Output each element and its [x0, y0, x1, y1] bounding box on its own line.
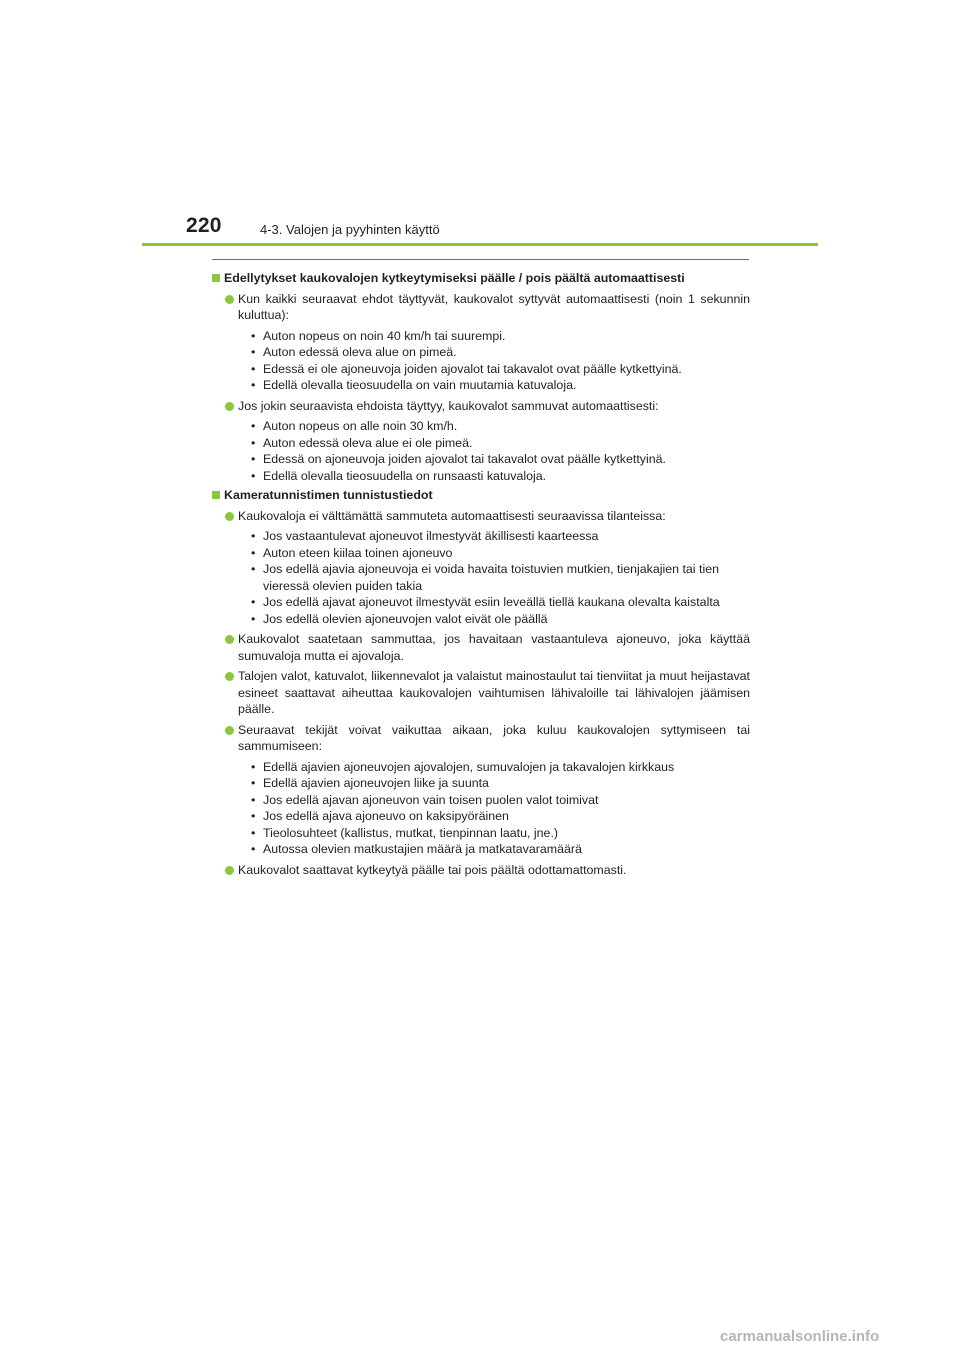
list-item	[251, 759, 750, 776]
header-rule	[142, 243, 818, 246]
circle-bullet-icon	[225, 512, 234, 521]
list-item-text: Auton nopeus on alle noin 30 km/h.	[263, 419, 458, 433]
bullet-paragraph	[212, 508, 750, 525]
dot-marker-icon: •	[251, 452, 256, 466]
list-item	[251, 792, 750, 809]
dot-marker-icon: •	[251, 611, 256, 626]
dot-marker-icon: •	[251, 419, 256, 433]
square-bullet-icon	[212, 491, 220, 499]
list-item-text: Edessä ei ole ajoneuvoja joiden ajovalot tai takavalot ovat päälle kytkettyinä.	[263, 361, 682, 376]
list-item-text: Jos edellä ajavat ajoneuvot ilmestyvät esiin leveällä tiellä kaukana olevalta kaistalta	[263, 595, 720, 609]
list-item	[251, 418, 750, 435]
list-item	[251, 528, 750, 545]
bullet-text: Seuraavat tekijät voivat vaikuttaa aikaan, joka kuluu kaukovalojen syttymiseen tai sammumiseen:	[238, 722, 750, 753]
list-item-text: Tieolosuhteet (kallistus, mutkat, tienpinnan laatu, jne.)	[263, 825, 559, 840]
list-item-text: Edellä ajavien ajoneuvojen liike ja suunta	[263, 776, 489, 790]
list-item-text: Auton eteen kiilaa toinen ajoneuvo	[263, 545, 453, 560]
main-content	[212, 267, 750, 878]
bullet-paragraph	[212, 398, 750, 415]
bullet-paragraph	[212, 631, 750, 664]
dot-marker-icon: •	[251, 435, 256, 450]
dot-marker-icon: •	[251, 776, 256, 790]
subsection-heading-text: Edellytykset kaukovalojen kytkeytymiseksi päälle / pois päältä automaattisesti	[224, 271, 685, 285]
list-item	[251, 825, 750, 842]
subsection-heading	[212, 270, 750, 287]
list-item-text: Auton edessä oleva alue ei ole pimeä.	[263, 435, 473, 450]
bullet-text: Talojen valot, katuvalot, liikennevalot ja valaistut mainostaulut tai tienviitat ja muut heijastavat esineet saattavat aiheuttaa kaukovalojen vaihtumisen lähivaloille tai lähivalojen jäämisen päälle.	[238, 669, 750, 716]
list-item	[251, 545, 750, 562]
list-item	[251, 611, 750, 628]
bullet-text: Kaukovaloja ei välttämättä sammuteta automaattisesti seuraavissa tilanteissa:	[238, 508, 666, 523]
list-item	[251, 435, 750, 452]
list-item-text: Jos edellä ajava ajoneuvo on kaksipyöräinen	[263, 809, 509, 823]
list-item	[251, 594, 750, 611]
circle-bullet-icon	[225, 402, 234, 411]
list-item-text: Auton edessä oleva alue on pimeä.	[263, 345, 457, 359]
bullet-paragraph	[212, 722, 750, 755]
list-item	[251, 841, 750, 858]
dot-marker-icon: •	[251, 328, 256, 343]
list-item-text: Auton nopeus on noin 40 km/h tai suurempi.	[263, 328, 506, 343]
sub-list	[212, 759, 750, 858]
square-bullet-icon	[212, 274, 220, 282]
list-item	[251, 468, 750, 485]
list-item-text: Edellä ajavien ajoneuvojen ajovalojen, sumuvalojen ja takavalojen kirkkaus	[263, 759, 675, 774]
watermark-text: carmanualsonline.info	[720, 1328, 880, 1345]
dot-marker-icon: •	[251, 842, 256, 856]
dot-marker-icon: •	[251, 545, 256, 560]
dot-marker-icon: •	[251, 345, 256, 359]
circle-bullet-icon	[225, 672, 234, 681]
bullet-text: Kun kaikki seuraavat ehdot täyttyvät, kaukovalot syttyvät automaattisesti (noin 1 sekunnin kuluttua):	[238, 291, 750, 322]
bullet-text: Kaukovalot saattavat kytkeytyä päälle tai pois päältä odottamattomasti.	[238, 862, 627, 877]
list-item-text: Jos edellä olevien ajoneuvojen valot eivät ole päällä	[263, 611, 548, 626]
list-item-text: Edellä olevalla tieosuudella on vain muutamia katuvaloja.	[263, 378, 577, 392]
list-item	[251, 344, 750, 361]
dot-marker-icon: •	[251, 809, 256, 823]
subsection-heading-text: Kameratunnistimen tunnistustiedot	[224, 488, 433, 502]
bullet-paragraph	[212, 862, 750, 879]
list-item-text: Jos vastaantulevat ajoneuvot ilmestyvät äkillisesti kaarteessa	[263, 529, 599, 543]
section-title: 4-3. Valojen ja pyyhinten käyttö	[260, 222, 440, 237]
dot-marker-icon: •	[251, 529, 256, 543]
dot-marker-icon: •	[251, 792, 256, 807]
circle-bullet-icon	[225, 866, 234, 875]
list-item	[251, 328, 750, 345]
list-item-text: Edessä on ajoneuvoja joiden ajovalot tai takavalot ovat päälle kytkettyinä.	[263, 452, 666, 466]
list-item-text: Jos edellä ajavia ajoneuvoja ei voida havaita toistuvien mutkien, tienjakajien tai tien vieressä olevien puiden takia	[263, 562, 719, 593]
dot-marker-icon: •	[251, 759, 256, 774]
sub-list	[212, 418, 750, 484]
list-item-text: Autossa olevien matkustajien määrä ja matkatavaramäärä	[263, 842, 582, 856]
dot-marker-icon: •	[251, 825, 256, 840]
subsection-heading	[212, 487, 750, 504]
dot-marker-icon: •	[251, 562, 256, 576]
page-number: 220	[186, 214, 222, 237]
dot-marker-icon: •	[251, 378, 256, 392]
content-rule	[212, 259, 749, 260]
list-item	[251, 377, 750, 394]
sub-list	[212, 328, 750, 394]
list-item-text: Edellä olevalla tieosuudella on runsaasti katuvaloja.	[263, 468, 547, 483]
circle-bullet-icon	[225, 295, 234, 304]
list-item-text: Jos edellä ajavan ajoneuvon vain toisen puolen valot toimivat	[263, 792, 599, 807]
bullet-text: Kaukovalot saatetaan sammuttaa, jos havaitaan vastaantuleva ajoneuvo, joka käyttää sumuvaloja mutta ei ajovaloja.	[238, 632, 750, 663]
bullet-text: Jos jokin seuraavista ehdoista täyttyy, kaukovalot sammuvat automaattisesti:	[238, 398, 659, 413]
list-item	[251, 775, 750, 792]
bullet-paragraph	[212, 668, 750, 718]
bullet-paragraph	[212, 291, 750, 324]
list-item	[251, 561, 750, 594]
circle-bullet-icon	[225, 726, 234, 735]
dot-marker-icon: •	[251, 361, 256, 376]
dot-marker-icon: •	[251, 595, 256, 609]
list-item	[251, 451, 750, 468]
list-item	[251, 808, 750, 825]
sub-list	[212, 528, 750, 627]
dot-marker-icon: •	[251, 468, 256, 483]
circle-bullet-icon	[225, 635, 234, 644]
list-item	[251, 361, 750, 378]
